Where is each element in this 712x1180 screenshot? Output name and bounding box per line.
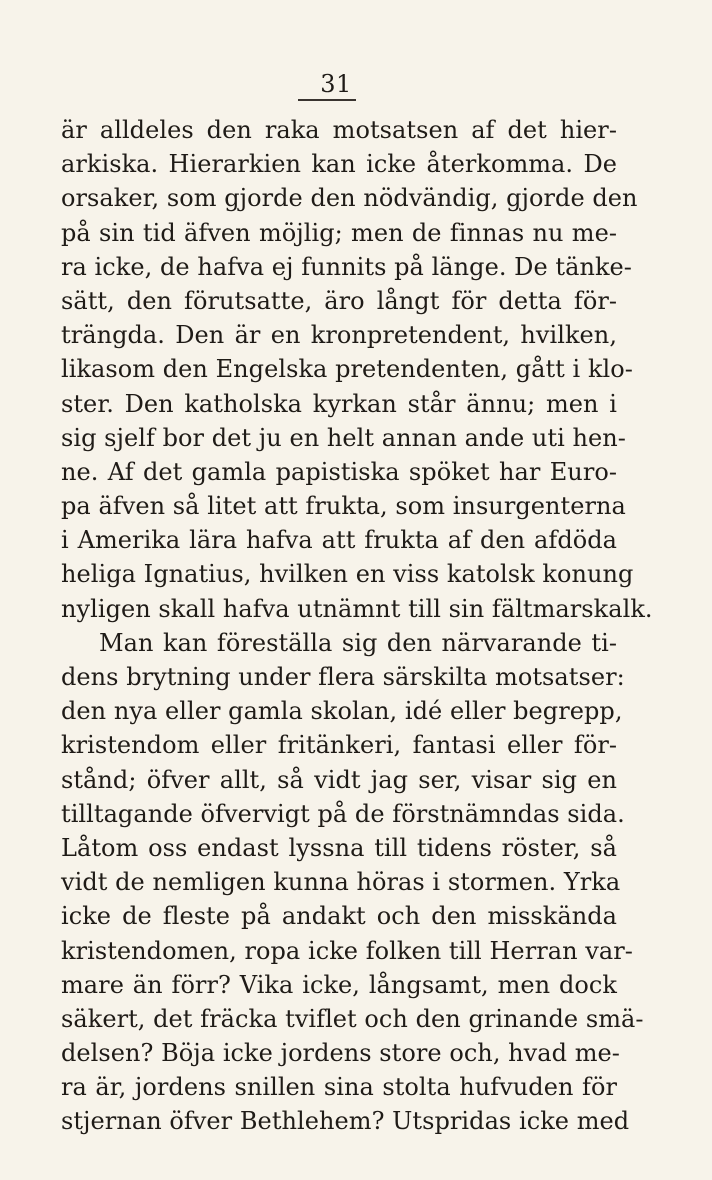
- body-text: [61, 113, 653, 1139]
- text-line: trängda. Den är en kronpretendent, hvilken,: [61, 321, 617, 350]
- text-line-paragraph-start: Man kan föreställa sig den närvarande ti-: [99, 628, 617, 657]
- text-line: likasom den Engelska pretendenten, gått i klo-: [61, 355, 633, 384]
- text-line: orsaker, som gjorde den nödvändig, gjorde den: [61, 184, 638, 213]
- text-line: Låtom oss endast lyssna till tidens röster, så: [61, 833, 617, 862]
- page-number-rule: [298, 99, 356, 101]
- text-line: ra är, jordens snillen sina stolta hufvuden för: [61, 1073, 617, 1102]
- text-line: tilltagande öfvervigt på de förstnämndas sida.: [61, 799, 625, 828]
- text-line: i Amerika lära hafva att frukta af den afdöda: [61, 526, 617, 555]
- text-line: sätt, den förutsatte, äro långt för detta för-: [61, 286, 617, 315]
- text-line: kristendom eller fritänkeri, fantasi eller för-: [61, 731, 617, 760]
- text-line: är alldeles den raka motsatsen af det hier-: [61, 116, 617, 144]
- text-line: ster. Den katholska kyrkan står ännu; men i: [61, 389, 617, 418]
- text-line: vidt de nemligen kunna höras i stormen. Yrka: [61, 868, 621, 897]
- text-line: den nya eller gamla skolan, idé eller begrepp,: [61, 697, 623, 726]
- text-line: mare än förr? Vika icke, långsamt, men dock: [61, 970, 617, 999]
- text-line: stjernan öfver Bethlehem? Utspridas icke med: [61, 1107, 630, 1136]
- text-line: icke de fleste på andakt och den misskända: [61, 902, 617, 931]
- text-line: kristendomen, ropa icke folken till Herran var-: [61, 936, 633, 965]
- text-line: heliga Ignatius, hvilken en viss katolsk konung: [61, 560, 634, 589]
- page-number: 31: [320, 70, 352, 98]
- text-line: ne. Af det gamla papistiska spöket har Euro-: [61, 457, 617, 486]
- text-line: säkert, det fräcka tviflet och den grinande smä-: [61, 1004, 644, 1033]
- text-line: på sin tid äfven möjlig; men de finnas nu me-: [61, 218, 617, 247]
- text-line: arkiska. Hierarkien kan icke återkomma. De: [61, 150, 617, 179]
- text-line: sig sjelf bor det ju en helt annan ande uti hen-: [61, 423, 626, 452]
- text-line: dens brytning under flera särskilta motsatser:: [61, 663, 625, 691]
- text-line: nyligen skall hafva utnämnt till sin fältmarskalk.: [61, 594, 653, 623]
- text-line: pa äfven så litet att frukta, som insurgenterna: [61, 492, 626, 521]
- text-line: delsen? Böja icke jordens store och, hvad me-: [61, 1039, 620, 1068]
- text-line: stånd; öfver allt, så vidt jag ser, visar sig en: [61, 765, 617, 794]
- text-line: ra icke, de hafva ej funnits på länge. De tänke-: [61, 252, 632, 281]
